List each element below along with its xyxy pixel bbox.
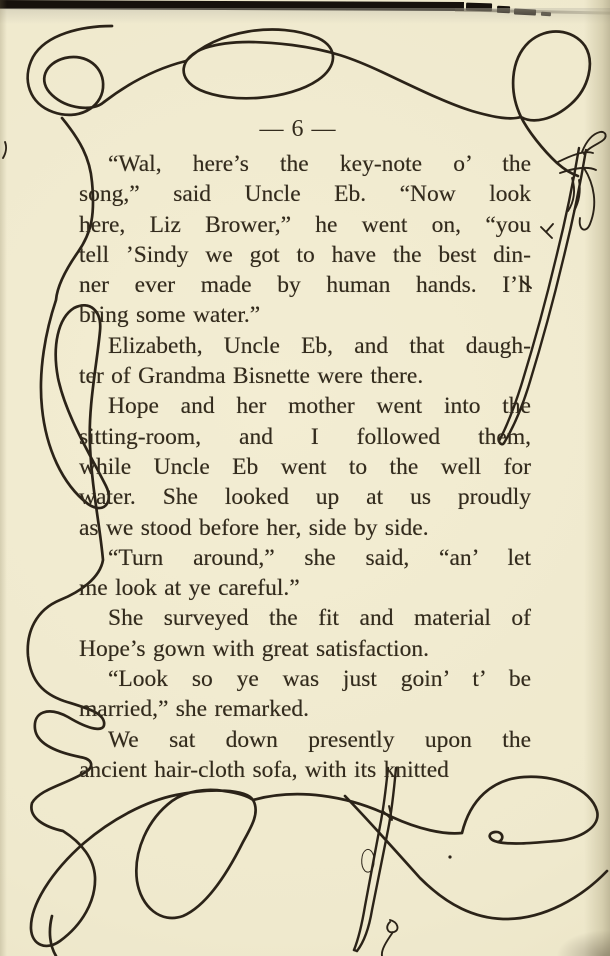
text-line: tell ’Sindy we got to have the best din- (79, 241, 531, 268)
page-number: — 6 — (259, 116, 337, 142)
text-line: Elizabeth, Uncle Eb, and that daugh- (108, 332, 531, 359)
text-line: ter of Grandma Bisnette were there. (79, 363, 424, 390)
text-line: She surveyed the fit and material of (108, 605, 531, 632)
text-line: “Wal, here’s the key-note o’ the (108, 151, 531, 177)
scan-artifact-smudge (556, 930, 610, 956)
text-line: sitting-room, and I followed them, (79, 423, 531, 450)
text-line: ancient hair-cloth sofa, with its knitted (79, 756, 449, 783)
text-line: Hope and her mother went into the (108, 393, 531, 420)
page-edge-shading-left (0, 0, 7, 956)
body-text (79, 149, 531, 785)
text-line: here, Liz Brower,” he went on, “you (79, 211, 531, 238)
text-line: me look at ye careful.” (79, 575, 300, 602)
text-line: while Uncle Eb went to the well for (79, 453, 531, 480)
text-line: “Turn around,” she said, “an’ let (108, 544, 531, 571)
text-line: We sat down presently upon the (108, 726, 531, 753)
text-line: ner ever made by human hands. I’ll (79, 272, 531, 299)
ink-speck (448, 855, 451, 858)
text-line: song,” said Uncle Eb. “Now look (79, 181, 531, 208)
bottom-twig-drawing (354, 768, 397, 956)
text-line: water. She looked up at us proudly (79, 484, 531, 511)
text-line: Hope’s gown with great satisfaction. (79, 635, 429, 662)
text-line: “Look so ye was just goin’ t’ be (108, 666, 531, 693)
page-edge-shading-right (584, 0, 610, 956)
text-line: married,” she remarked. (79, 696, 310, 723)
page-top-shading (0, 8, 610, 24)
text-line: as we stood before her, side by side. (79, 514, 429, 541)
text-line: bring some water.” (79, 302, 261, 329)
